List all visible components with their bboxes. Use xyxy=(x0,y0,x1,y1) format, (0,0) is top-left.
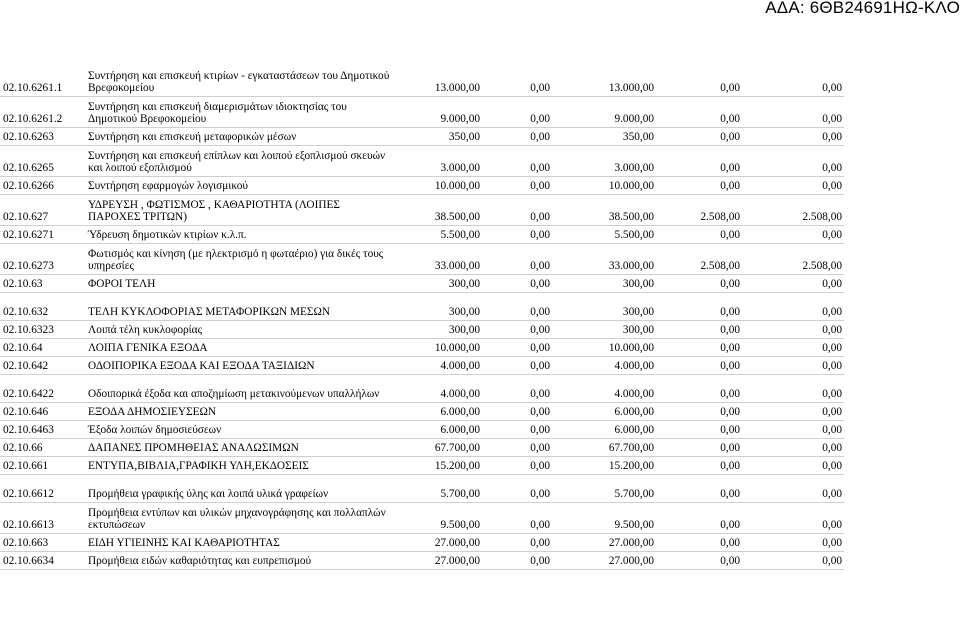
cell-amount-col-1: 300,00 xyxy=(392,320,482,338)
cell-amount-col-5: 0,00 xyxy=(742,474,844,502)
table-row xyxy=(0,96,844,127)
table-row xyxy=(0,420,844,438)
cell-amount-col-5: 0,00 xyxy=(742,551,844,569)
cell-amount-col-1: 4.000,00 xyxy=(392,356,482,374)
cell-amount-col-5: 0,00 xyxy=(742,96,844,127)
cell-amount-col-5: 0,00 xyxy=(742,225,844,243)
cell-amount-col-5: 0,00 xyxy=(742,320,844,338)
cell-description: ΟΔΟΙΠΟΡΙΚΑ ΕΞΟΔΑ ΚΑΙ ΕΞΟΔΑ ΤΑΞΙΔΙΩΝ xyxy=(86,356,392,374)
cell-amount-col-5: 0,00 xyxy=(742,338,844,356)
cell-description: ΔΑΠΑΝΕΣ ΠΡΟΜΗΘΕΙΑΣ ΑΝΑΛΩΣΙΜΩΝ xyxy=(86,438,392,456)
budget-table xyxy=(0,65,844,570)
cell-amount-col-1: 5.700,00 xyxy=(392,474,482,502)
cell-amount-col-2: 0,00 xyxy=(482,338,552,356)
cell-account-code: 02.10.6612 xyxy=(0,474,86,502)
cell-amount-col-2: 0,00 xyxy=(482,194,552,225)
cell-amount-col-4: 0,00 xyxy=(656,320,742,338)
table-row xyxy=(0,292,844,320)
cell-amount-col-3: 9.500,00 xyxy=(552,502,656,533)
cell-amount-col-4: 0,00 xyxy=(656,292,742,320)
cell-amount-col-5: 0,00 xyxy=(742,65,844,96)
table-row xyxy=(0,243,844,274)
cell-amount-col-1: 27.000,00 xyxy=(392,551,482,569)
cell-amount-col-1: 9.000,00 xyxy=(392,96,482,127)
table-row xyxy=(0,127,844,145)
cell-amount-col-4: 0,00 xyxy=(656,438,742,456)
cell-amount-col-2: 0,00 xyxy=(482,176,552,194)
cell-amount-col-2: 0,00 xyxy=(482,533,552,551)
cell-amount-col-1: 10.000,00 xyxy=(392,176,482,194)
cell-amount-col-2: 0,00 xyxy=(482,551,552,569)
table-row xyxy=(0,502,844,533)
cell-amount-col-1: 6.000,00 xyxy=(392,420,482,438)
cell-amount-col-4: 0,00 xyxy=(656,502,742,533)
cell-account-code: 02.10.663 xyxy=(0,533,86,551)
table-row xyxy=(0,402,844,420)
cell-amount-col-5: 0,00 xyxy=(742,274,844,292)
cell-amount-col-1: 4.000,00 xyxy=(392,374,482,402)
cell-account-code: 02.10.6263 xyxy=(0,127,86,145)
cell-account-code: 02.10.6261.2 xyxy=(0,96,86,127)
cell-amount-col-4: 0,00 xyxy=(656,533,742,551)
cell-amount-col-2: 0,00 xyxy=(482,145,552,176)
cell-description: Συντήρηση εφαρμογών λογισμικού xyxy=(86,176,392,194)
cell-account-code: 02.10.627 xyxy=(0,194,86,225)
cell-amount-col-4: 0,00 xyxy=(656,402,742,420)
table-row xyxy=(0,438,844,456)
cell-amount-col-1: 13.000,00 xyxy=(392,65,482,96)
cell-amount-col-4: 0,00 xyxy=(656,65,742,96)
cell-description: Προμήθεια ειδών καθαριότητας και ευπρεπισμού xyxy=(86,551,392,569)
cell-amount-col-3: 4.000,00 xyxy=(552,356,656,374)
table-row xyxy=(0,274,844,292)
cell-amount-col-2: 0,00 xyxy=(482,96,552,127)
cell-amount-col-3: 300,00 xyxy=(552,320,656,338)
cell-amount-col-2: 0,00 xyxy=(482,438,552,456)
cell-description: Έξοδα λοιπών δημοσιεύσεων xyxy=(86,420,392,438)
cell-amount-col-5: 2.508,00 xyxy=(742,243,844,274)
cell-account-code: 02.10.6273 xyxy=(0,243,86,274)
cell-amount-col-1: 3.000,00 xyxy=(392,145,482,176)
cell-amount-col-4: 0,00 xyxy=(656,274,742,292)
cell-account-code: 02.10.632 xyxy=(0,292,86,320)
cell-account-code: 02.10.6271 xyxy=(0,225,86,243)
cell-description: Προμήθεια γραφικής ύλης και λοιπά υλικά γραφείων xyxy=(86,474,392,502)
cell-amount-col-2: 0,00 xyxy=(482,274,552,292)
cell-amount-col-1: 9.500,00 xyxy=(392,502,482,533)
cell-account-code: 02.10.642 xyxy=(0,356,86,374)
cell-description: Λοιπά τέλη κυκλοφορίας xyxy=(86,320,392,338)
cell-amount-col-2: 0,00 xyxy=(482,374,552,402)
cell-account-code: 02.10.6266 xyxy=(0,176,86,194)
cell-amount-col-5: 0,00 xyxy=(742,145,844,176)
table-row xyxy=(0,338,844,356)
cell-amount-col-3: 38.500,00 xyxy=(552,194,656,225)
cell-amount-col-2: 0,00 xyxy=(482,225,552,243)
cell-amount-col-4: 0,00 xyxy=(656,374,742,402)
cell-amount-col-5: 0,00 xyxy=(742,402,844,420)
cell-amount-col-5: 0,00 xyxy=(742,533,844,551)
cell-amount-col-4: 2.508,00 xyxy=(656,243,742,274)
table-row xyxy=(0,456,844,474)
cell-account-code: 02.10.6634 xyxy=(0,551,86,569)
cell-amount-col-2: 0,00 xyxy=(482,127,552,145)
cell-amount-col-5: 0,00 xyxy=(742,356,844,374)
cell-amount-col-1: 10.000,00 xyxy=(392,338,482,356)
cell-amount-col-3: 5.500,00 xyxy=(552,225,656,243)
table-row xyxy=(0,533,844,551)
cell-amount-col-4: 0,00 xyxy=(656,127,742,145)
cell-amount-col-1: 15.200,00 xyxy=(392,456,482,474)
table-row xyxy=(0,65,844,96)
cell-description: ΕΙΔΗ ΥΓΙΕΙΝΗΣ ΚΑΙ ΚΑΘΑΡΙΟΤΗΤΑΣ xyxy=(86,533,392,551)
cell-amount-col-2: 0,00 xyxy=(482,65,552,96)
cell-amount-col-5: 0,00 xyxy=(742,127,844,145)
cell-amount-col-4: 0,00 xyxy=(656,356,742,374)
cell-description: ΛΟΙΠΑ ΓΕΝΙΚΑ ΕΞΟΔΑ xyxy=(86,338,392,356)
cell-amount-col-4: 0,00 xyxy=(656,176,742,194)
cell-amount-col-2: 0,00 xyxy=(482,502,552,533)
table-row xyxy=(0,225,844,243)
cell-amount-col-2: 0,00 xyxy=(482,292,552,320)
ada-identifier: ΑΔΑ: 6ΘΒ24691ΗΩ-ΚΛΟ xyxy=(765,0,960,17)
cell-account-code: 02.10.6422 xyxy=(0,374,86,402)
table-row xyxy=(0,194,844,225)
cell-amount-col-5: 2.508,00 xyxy=(742,194,844,225)
cell-amount-col-4: 0,00 xyxy=(656,456,742,474)
table-row xyxy=(0,356,844,374)
table-row xyxy=(0,474,844,502)
cell-amount-col-4: 0,00 xyxy=(656,420,742,438)
cell-amount-col-2: 0,00 xyxy=(482,456,552,474)
cell-account-code: 02.10.64 xyxy=(0,338,86,356)
cell-description: Φωτισμός και κίνηση (με ηλεκτρισμό η φωταέριο) για δικές τους υπηρεσίες xyxy=(86,243,392,274)
cell-amount-col-1: 5.500,00 xyxy=(392,225,482,243)
cell-description: ΤΕΛΗ ΚΥΚΛΟΦΟΡΙΑΣ ΜΕΤΑΦΟΡΙΚΩΝ ΜΕΣΩΝ xyxy=(86,292,392,320)
cell-amount-col-3: 4.000,00 xyxy=(552,374,656,402)
cell-amount-col-1: 67.700,00 xyxy=(392,438,482,456)
cell-amount-col-5: 0,00 xyxy=(742,292,844,320)
table-row xyxy=(0,320,844,338)
cell-amount-col-3: 300,00 xyxy=(552,274,656,292)
cell-amount-col-3: 3.000,00 xyxy=(552,145,656,176)
cell-amount-col-3: 10.000,00 xyxy=(552,176,656,194)
cell-amount-col-3: 6.000,00 xyxy=(552,420,656,438)
cell-amount-col-3: 13.000,00 xyxy=(552,65,656,96)
cell-amount-col-1: 350,00 xyxy=(392,127,482,145)
cell-amount-col-2: 0,00 xyxy=(482,474,552,502)
cell-description: ΥΔΡΕΥΣΗ , ΦΩΤΙΣΜΟΣ , ΚΑΘΑΡΙΟΤΗΤΑ (ΛΟΙΠΕΣ ΠΑΡΟΧΕΣ ΤΡΙΤΩΝ) xyxy=(86,194,392,225)
cell-amount-col-5: 0,00 xyxy=(742,374,844,402)
cell-account-code: 02.10.6261.1 xyxy=(0,65,86,96)
cell-account-code: 02.10.66 xyxy=(0,438,86,456)
cell-amount-col-5: 0,00 xyxy=(742,502,844,533)
cell-amount-col-4: 0,00 xyxy=(656,338,742,356)
cell-account-code: 02.10.6323 xyxy=(0,320,86,338)
cell-amount-col-4: 0,00 xyxy=(656,96,742,127)
cell-description: Ύδρευση δημοτικών κτιρίων κ.λ.π. xyxy=(86,225,392,243)
cell-amount-col-3: 5.700,00 xyxy=(552,474,656,502)
cell-amount-col-3: 33.000,00 xyxy=(552,243,656,274)
cell-account-code: 02.10.6613 xyxy=(0,502,86,533)
cell-amount-col-4: 0,00 xyxy=(656,551,742,569)
cell-amount-col-2: 0,00 xyxy=(482,420,552,438)
cell-account-code: 02.10.6265 xyxy=(0,145,86,176)
cell-description: Οδοιπορικά έξοδα και αποζημίωση μετακινούμενων υπαλλήλων xyxy=(86,374,392,402)
cell-amount-col-2: 0,00 xyxy=(482,320,552,338)
cell-account-code: 02.10.661 xyxy=(0,456,86,474)
cell-amount-col-1: 33.000,00 xyxy=(392,243,482,274)
cell-amount-col-2: 0,00 xyxy=(482,243,552,274)
cell-amount-col-1: 300,00 xyxy=(392,274,482,292)
cell-amount-col-3: 27.000,00 xyxy=(552,551,656,569)
cell-amount-col-4: 2.508,00 xyxy=(656,194,742,225)
cell-account-code: 02.10.6463 xyxy=(0,420,86,438)
cell-amount-col-3: 67.700,00 xyxy=(552,438,656,456)
table-row xyxy=(0,145,844,176)
cell-amount-col-3: 350,00 xyxy=(552,127,656,145)
cell-amount-col-5: 0,00 xyxy=(742,456,844,474)
cell-amount-col-3: 6.000,00 xyxy=(552,402,656,420)
cell-amount-col-2: 0,00 xyxy=(482,402,552,420)
cell-amount-col-4: 0,00 xyxy=(656,145,742,176)
cell-amount-col-1: 6.000,00 xyxy=(392,402,482,420)
cell-amount-col-5: 0,00 xyxy=(742,438,844,456)
cell-description: Συντήρηση και επισκευή κτιρίων - εγκαταστάσεων του Δημοτικού Βρεφοκομείου xyxy=(86,65,392,96)
cell-amount-col-4: 0,00 xyxy=(656,474,742,502)
cell-amount-col-1: 27.000,00 xyxy=(392,533,482,551)
cell-description: Συντήρηση και επισκευή επίπλων και λοιπού εξοπλισμού σκευών και λοιπού εξοπλισμού xyxy=(86,145,392,176)
cell-description: Συντήρηση και επισκευή μεταφορικών μέσων xyxy=(86,127,392,145)
cell-amount-col-5: 0,00 xyxy=(742,176,844,194)
cell-description: Συντήρηση και επισκευή διαμερισμάτων ιδιοκτησίας του Δημοτικού Βρεφοκομείου xyxy=(86,96,392,127)
cell-amount-col-3: 300,00 xyxy=(552,292,656,320)
cell-amount-col-1: 38.500,00 xyxy=(392,194,482,225)
cell-amount-col-3: 10.000,00 xyxy=(552,338,656,356)
cell-description: Προμήθεια εντύπων και υλικών μηχανογράφησης και πολλαπλών εκτυπώσεων xyxy=(86,502,392,533)
table-row xyxy=(0,551,844,569)
cell-amount-col-3: 9.000,00 xyxy=(552,96,656,127)
cell-amount-col-2: 0,00 xyxy=(482,356,552,374)
cell-account-code: 02.10.646 xyxy=(0,402,86,420)
table-row xyxy=(0,176,844,194)
cell-amount-col-1: 300,00 xyxy=(392,292,482,320)
cell-amount-col-5: 0,00 xyxy=(742,420,844,438)
cell-description: ΕΞΟΔΑ ΔΗΜΟΣΙΕΥΣΕΩΝ xyxy=(86,402,392,420)
cell-amount-col-3: 27.000,00 xyxy=(552,533,656,551)
table-row xyxy=(0,374,844,402)
cell-amount-col-3: 15.200,00 xyxy=(552,456,656,474)
cell-account-code: 02.10.63 xyxy=(0,274,86,292)
cell-description: ΕΝΤΥΠΑ,ΒΙΒΛΙΑ,ΓΡΑΦΙΚΗ ΥΛΗ,ΕΚΔΟΣΕΙΣ xyxy=(86,456,392,474)
cell-amount-col-4: 0,00 xyxy=(656,225,742,243)
cell-description: ΦΟΡΟΙ ΤΕΛΗ xyxy=(86,274,392,292)
